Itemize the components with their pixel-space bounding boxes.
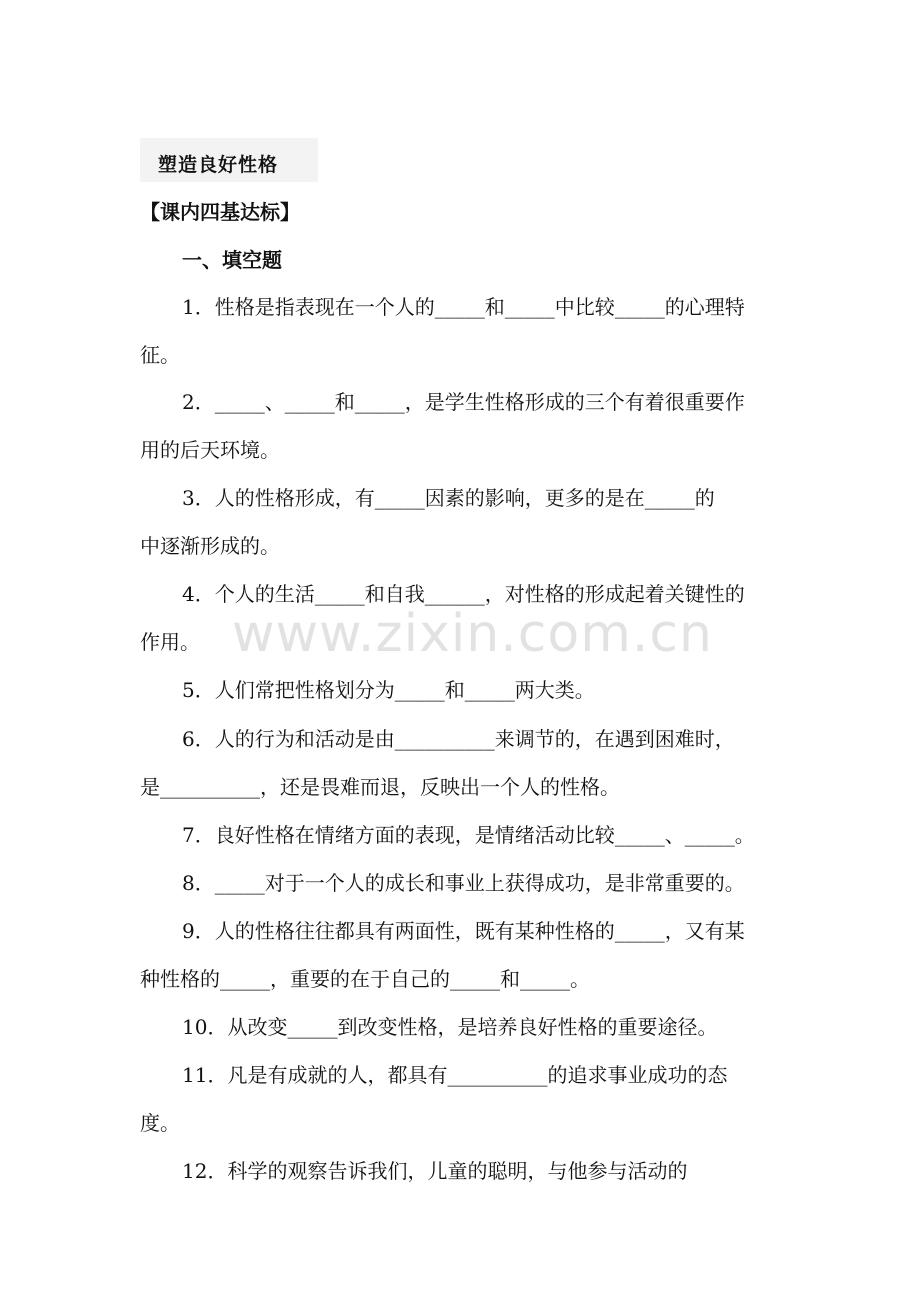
watermark: www.zixin.com.cn: [232, 604, 713, 664]
question-line: 度。: [140, 1111, 180, 1135]
question-line: 征。: [140, 343, 180, 367]
section-heading: 【课内四基达标】: [140, 200, 300, 224]
question-line: 中逐渐形成的。: [140, 534, 280, 558]
question-line: 3．人的性格形成，有_____因素的影响，更多的是在_____的: [182, 486, 715, 510]
subsection-heading: 一、填空题: [182, 248, 282, 272]
question-line: 7．良好性格在情绪方面的表现，是情绪活动比较_____、_____。: [182, 823, 755, 847]
question-line: 2．_____、_____和_____，是学生性格形成的三个有着很重要作: [182, 390, 745, 414]
document-title: 塑造良好性格: [158, 154, 279, 176]
question-line: 5．人们常把性格划分为_____和_____两大类。: [182, 678, 595, 702]
question-line: 4．个人的生活_____和自我______，对性格的形成起着关键性的: [182, 582, 745, 606]
question-line: 12．科学的观察告诉我们，儿童的聪明，与他参与活动的: [182, 1159, 688, 1183]
question-line: 作用。: [140, 630, 200, 654]
question-line: 种性格的_____，重要的在于自己的_____和_____。: [140, 967, 590, 991]
question-line: 10．从改变_____到改变性格，是培养良好性格的重要途径。: [182, 1015, 718, 1039]
question-line: 1．性格是指表现在一个人的_____和_____中比较_____的心理特: [182, 295, 745, 319]
question-line: 8．_____对于一个人的成长和事业上获得成功，是非常重要的。: [182, 871, 745, 895]
question-line: 11．凡是有成就的人，都具有__________的追求事业成功的态: [182, 1063, 728, 1087]
question-line: 9．人的性格往往都具有两面性，既有某种性格的_____，又有某: [182, 919, 745, 943]
question-line: 是__________，还是畏难而退，反映出一个人的性格。: [140, 775, 620, 799]
question-line: 用的后天环境。: [140, 438, 280, 462]
question-line: 6．人的行为和活动是由__________来调节的，在遇到困难时，: [182, 727, 735, 751]
